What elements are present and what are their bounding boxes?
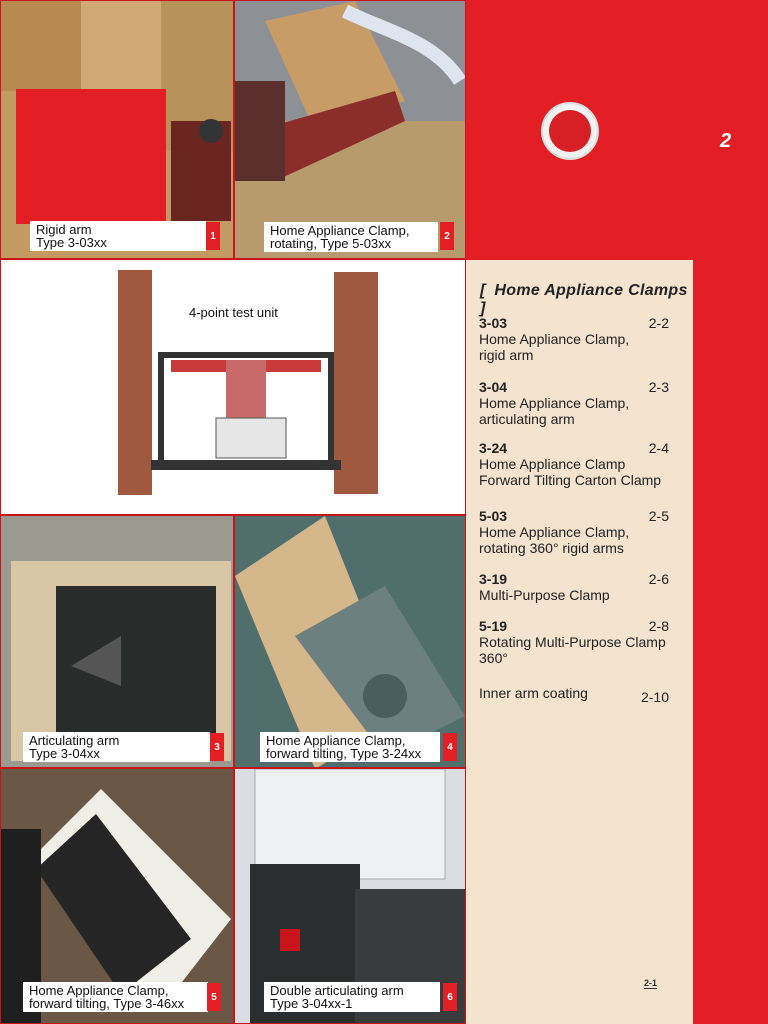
toc-code: 3-19 — [479, 571, 508, 587]
toc-code: 3-03 — [479, 315, 508, 331]
photo-number-6: 6 — [443, 983, 457, 1011]
toc-desc: Home Appliance Clamp, rotating 360° rigid arms — [479, 524, 630, 556]
toc-entry-5-03[interactable] — [479, 508, 679, 556]
toc-page: 2-3 — [648, 379, 669, 395]
photo-number-2: 2 — [440, 222, 454, 250]
chapter-number: 2 — [720, 130, 732, 152]
toc-code: 3-24 — [479, 440, 508, 456]
toc-desc: Inner arm coating — [479, 685, 588, 701]
photo-number-4: 4 — [443, 733, 457, 761]
toc-desc: Home Appliance Clamp Forward Tilting Carton Clamp — [479, 456, 662, 488]
toc-code: 3-04 — [479, 379, 508, 395]
toc-entry-3-03[interactable] — [479, 315, 679, 363]
toc-page: 2-10 — [640, 689, 669, 705]
photo-test-unit — [0, 259, 466, 515]
test-unit-illustration — [1, 260, 466, 515]
toc-entry-5-19[interactable] — [479, 618, 679, 666]
globe-icon — [549, 110, 591, 152]
toc-entry-3-04[interactable] — [479, 379, 679, 427]
toc-page: 2-6 — [648, 571, 669, 587]
toc-entry-3-19[interactable] — [479, 571, 679, 603]
page-number: 2-1 — [644, 978, 658, 988]
toc-desc: Rotating Multi-Purpose Clamp 360° — [479, 634, 666, 666]
test-unit-label: 4-point test unit — [189, 305, 278, 320]
toc-entry-3-24[interactable] — [479, 440, 679, 488]
toc-page: 2-8 — [648, 618, 669, 634]
contents-title: Home Appliance Clamps — [494, 282, 688, 299]
photo-forward-tilting — [234, 515, 466, 768]
bracket-close: ] — [480, 300, 486, 317]
contents-panel — [466, 260, 693, 1024]
toc-desc: Home Appliance Clamp, articulating arm — [479, 395, 630, 427]
brand-logo — [541, 102, 599, 160]
caption-4: Home Appliance Clamp, forward tilting, Type 3-24xx — [260, 732, 440, 762]
toc-desc: Multi-Purpose Clamp — [479, 587, 610, 603]
articulating-arm-illustration — [1, 516, 234, 768]
forward-tilting-illustration — [235, 516, 466, 768]
photo-number-3: 3 — [210, 733, 224, 761]
toc-desc: Home Appliance Clamp, rigid arm — [479, 331, 630, 363]
toc-code: 5-19 — [479, 618, 508, 634]
toc-code: 5-03 — [479, 508, 508, 524]
toc-entry-inner-arm-coating[interactable] — [479, 685, 679, 705]
caption-6: Double articulating arm Type 3-04xx-1 — [264, 982, 440, 1012]
caption-5: Home Appliance Clamp, forward tilting, Type 3-46xx — [23, 982, 208, 1012]
bracket-open: [ — [480, 282, 486, 299]
photo-articulating-arm — [0, 515, 234, 768]
photo-rotating-clamp — [234, 0, 466, 259]
toc-page: 2-4 — [648, 440, 669, 456]
photo-number-5: 5 — [207, 983, 221, 1011]
caption-3: Articulating arm Type 3-04xx — [23, 732, 210, 762]
toc-page: 2-5 — [648, 508, 669, 524]
photo-number-1: 1 — [206, 222, 220, 250]
toc-page: 2-2 — [648, 315, 669, 331]
caption-1: Rigid arm Type 3-03xx — [30, 221, 206, 251]
contents-heading — [480, 282, 693, 318]
rotating-clamp-illustration — [235, 1, 466, 259]
caption-2: Home Appliance Clamp, rotating, Type 5-03xx — [264, 222, 438, 252]
